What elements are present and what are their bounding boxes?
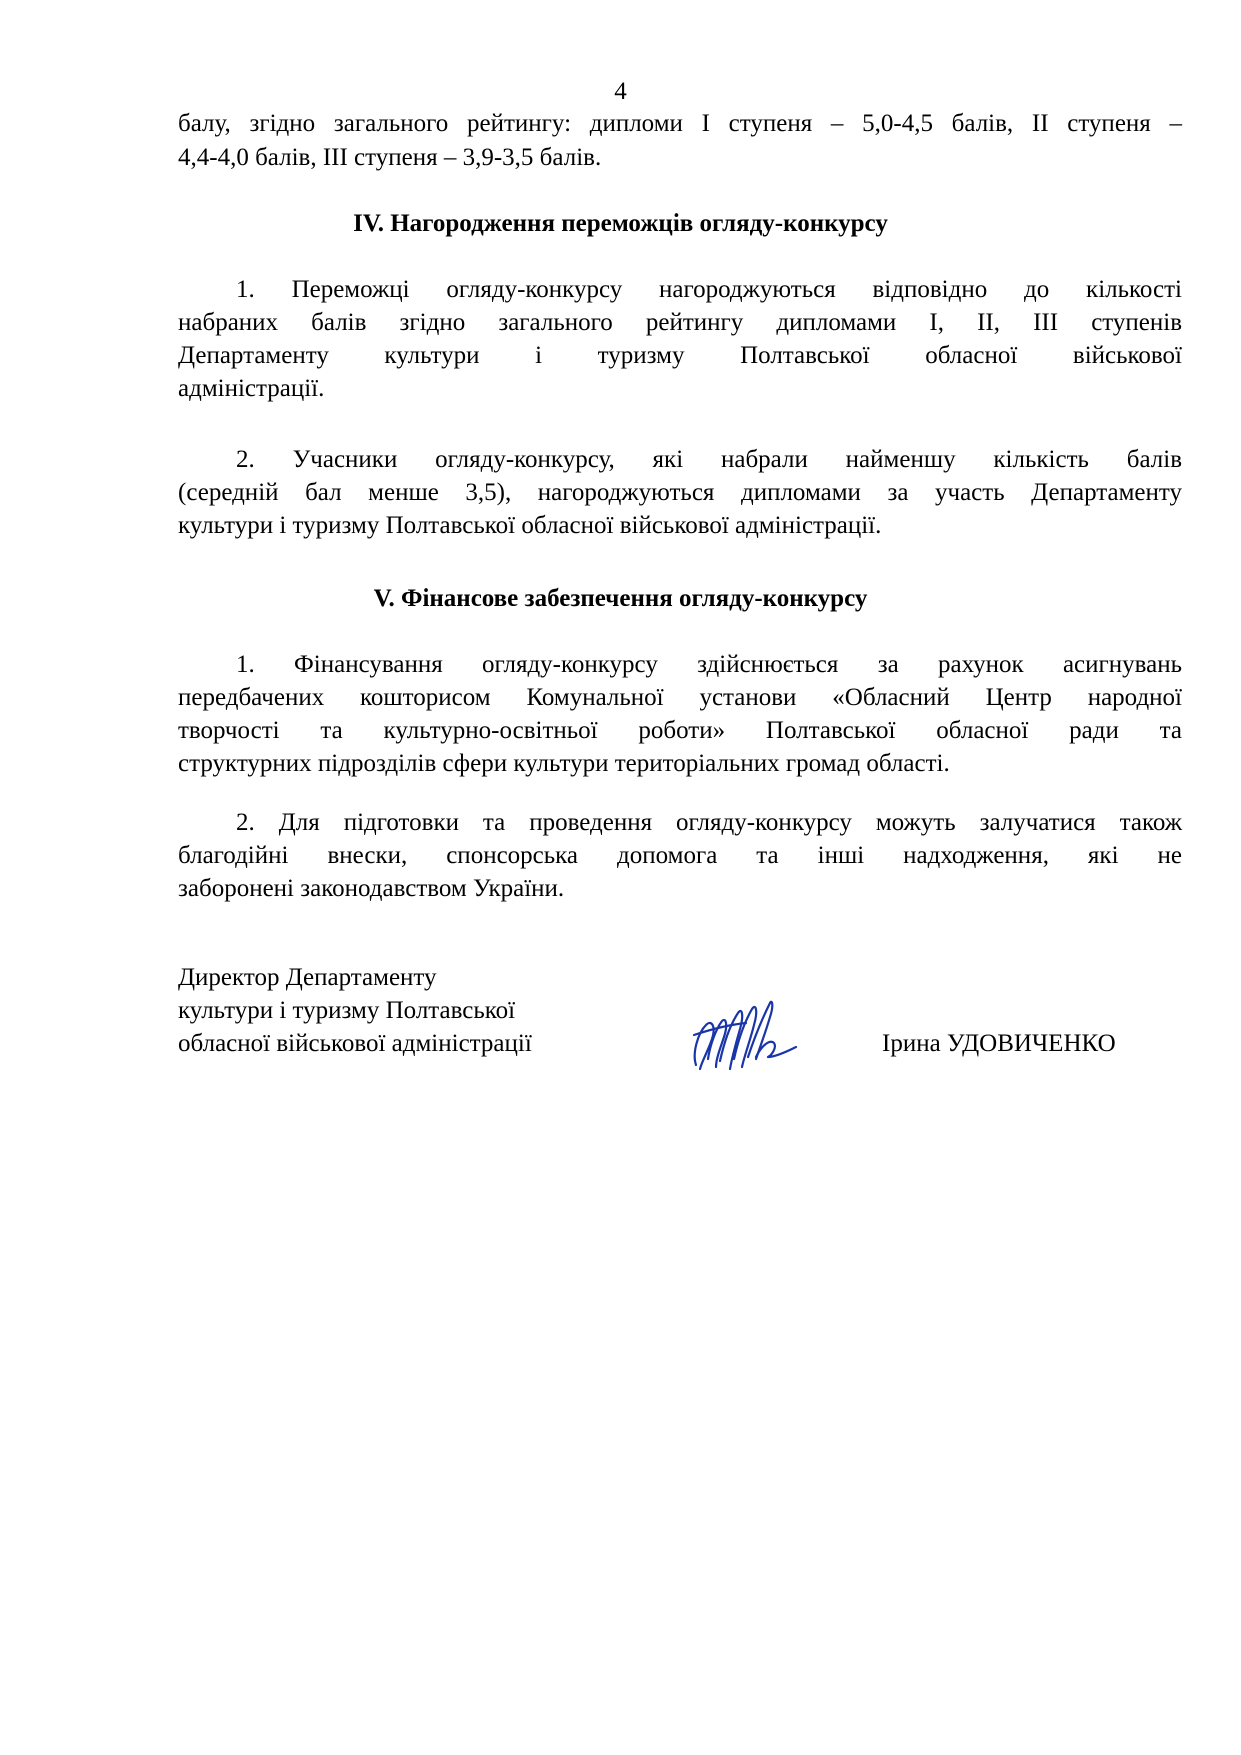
text-line: балу, згідно загального рейтингу: дипломи І ступеня – 5,0-4,5 балів, ІІ ступеня – bbox=[178, 110, 1182, 137]
text-line: культури і туризму Полтавської обласної військової адміністрації. bbox=[178, 512, 882, 539]
section-iv-heading: IV. Нагородження переможців огляду-конкурсу bbox=[353, 210, 888, 237]
text-line: структурних підрозділів сфери культури територіальних громад області. bbox=[178, 750, 950, 777]
text-line: набраних балів згідно загального рейтингу дипломами І, ІІ, ІІІ ступенів bbox=[178, 309, 1182, 336]
text-line: творчості та культурно-освітньої роботи» Полтавської обласної ради та bbox=[178, 717, 1182, 744]
text-line: 4,4-4,0 балів, ІІІ ступеня – 3,9-3,5 балів. bbox=[178, 144, 602, 171]
signatory-title-line: культури і туризму Полтавської bbox=[178, 997, 516, 1024]
page-number: 4 bbox=[614, 78, 627, 105]
signatory-title-line: Директор Департаменту bbox=[178, 964, 437, 991]
text-line: 2. Для підготовки та проведення огляду-конкурсу можуть залучатися також bbox=[236, 809, 1182, 836]
text-line: благодійні внески, спонсорська допомога та інші надходження, які не bbox=[178, 842, 1182, 869]
signatory-title-line: обласної військової адміністрації bbox=[178, 1030, 532, 1057]
text-line: Департаменту культури і туризму Полтавської обласної військової bbox=[178, 342, 1182, 369]
text-line: передбачених кошторисом Комунальної установи «Обласний Центр народної bbox=[178, 684, 1182, 711]
text-line: 1. Переможці огляду-конкурсу нагороджуються відповідно до кількості bbox=[236, 276, 1182, 303]
handwritten-signature bbox=[686, 995, 802, 1077]
text-line: 2. Учасники огляду-конкурсу, які набрали найменшу кількість балів bbox=[236, 446, 1182, 473]
signatory-name: Ірина УДОВИЧЕНКО bbox=[882, 1030, 1116, 1057]
text-line: заборонені законодавством України. bbox=[178, 875, 565, 902]
text-line: (середній бал менше 3,5), нагороджуються дипломами за участь Департаменту bbox=[178, 479, 1182, 506]
text-line: адміністрації. bbox=[178, 375, 325, 402]
section-v-heading: V. Фінансове забезпечення огляду-конкурсу bbox=[373, 585, 868, 612]
text-line: 1. Фінансування огляду-конкурсу здійснюється за рахунок асигнувань bbox=[236, 651, 1182, 678]
